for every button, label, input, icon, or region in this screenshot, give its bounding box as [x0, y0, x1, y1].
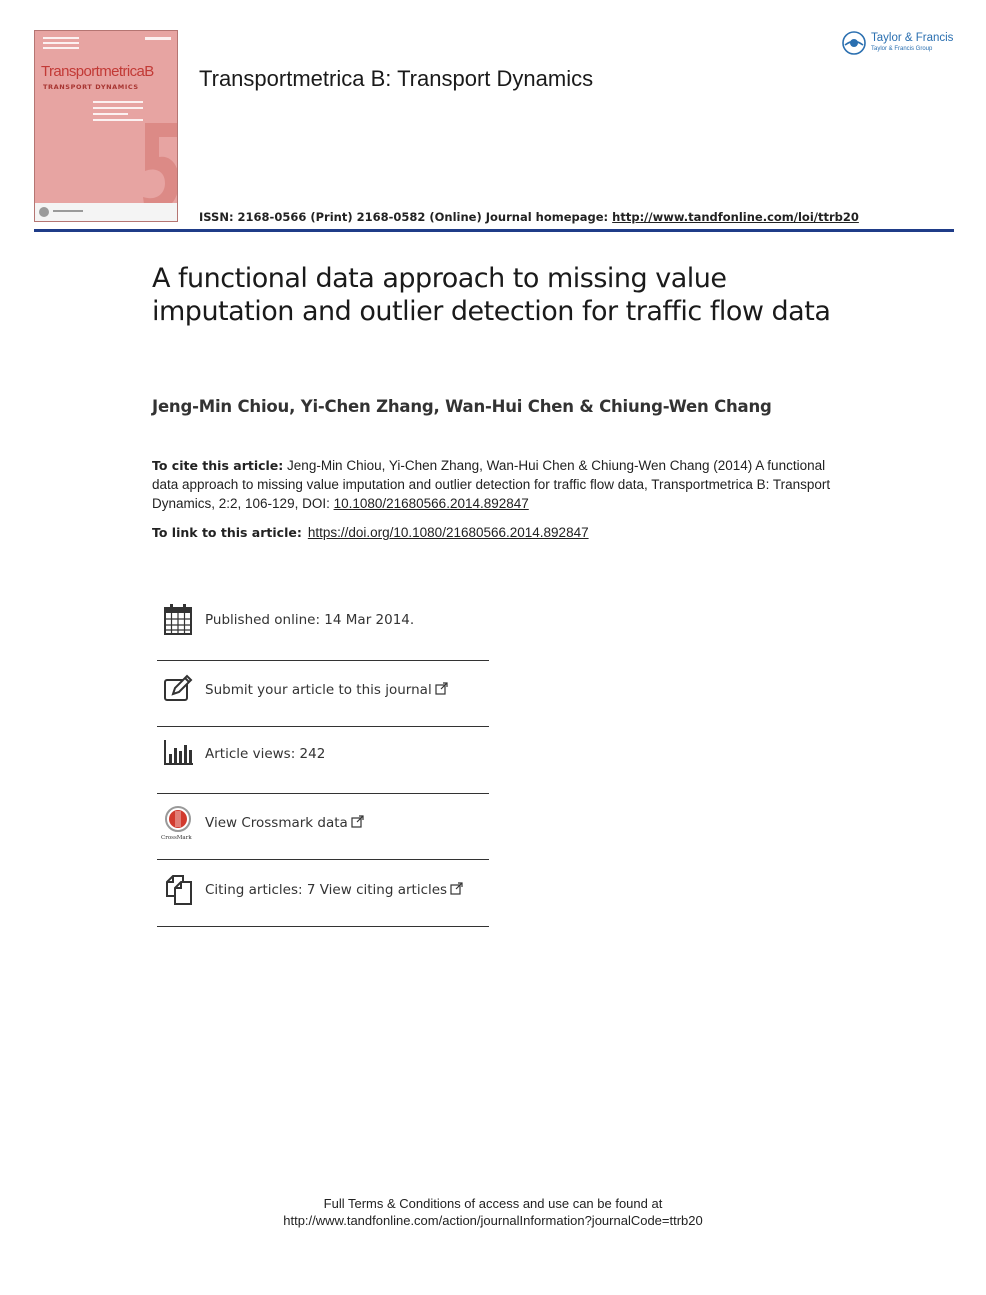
cover-footer [35, 203, 177, 222]
article-authors: Jeng-Min Chiou, Yi-Chen Zhang, Wan-Hui Chen & Chiung-Wen Chang [152, 397, 772, 416]
article-views: Article views: 242 [205, 746, 326, 762]
issn-line [199, 210, 859, 224]
citation [152, 456, 852, 513]
footer-terms-text: Full Terms & Conditions of access and use can be found at [323, 1196, 663, 1211]
issn-text: ISSN: 2168-0566 (Print) 2168-0582 (Online) Journal homepage: [199, 210, 613, 224]
edit-icon [163, 672, 193, 706]
publisher-logo-icon [39, 207, 49, 217]
submit-article-link[interactable]: Submit your article to this journal [205, 682, 448, 698]
cover-subtitle: TRANSPORT DYNAMICS [43, 83, 139, 91]
published-row [157, 594, 489, 660]
citation-doi-link[interactable]: 10.1080/21680566.2014.892847 [333, 496, 529, 511]
cover-decoration [43, 37, 79, 53]
crossmark-label: CrossMark [161, 835, 192, 841]
citation-label: To cite this article: [152, 458, 284, 473]
external-link-icon [351, 815, 364, 828]
publisher-name: Taylor & Francis [871, 32, 954, 44]
article-link-line [152, 525, 589, 540]
publisher-group: Taylor & Francis Group [871, 46, 933, 52]
journal-cover [34, 30, 178, 222]
info-divider [157, 793, 489, 794]
cover-decoration [53, 210, 83, 212]
info-divider [157, 660, 489, 661]
crossmark-row[interactable] [157, 797, 489, 863]
article-title: A functional data approach to missing value imputation and outlier detection for traffic flow data [152, 263, 831, 327]
journal-homepage-link[interactable]: http://www.tandfonline.com/loi/ttrb20 [612, 210, 859, 224]
article-doi-link[interactable]: https://doi.org/10.1080/21680566.2014.892847 [307, 525, 589, 540]
cover-decoration [93, 101, 143, 125]
citing-row[interactable] [157, 864, 489, 930]
cover-decoration [145, 37, 171, 40]
cover-graphic-mark [139, 123, 178, 215]
external-link-icon [435, 682, 448, 695]
citation-text: Jeng-Min Chiou, Yi-Chen Zhang, Wan-Hui Chen & Chiung-Wen Chang (2014) A functional data approach to missing value imputation and outlier detection for traffic flow data, Transportmetrica B: Transport Dynamics, 2:2, 106-129, DOI: [152, 458, 831, 511]
views-row [157, 728, 489, 794]
citing-articles-icon [163, 872, 193, 906]
external-link-icon [450, 882, 463, 895]
calendar-icon [163, 602, 193, 636]
footer [0, 1195, 986, 1229]
info-divider [157, 726, 489, 727]
citing-articles-link[interactable]: Citing articles: 7 View citing articles [205, 882, 463, 898]
crossmark-link[interactable]: View Crossmark data [205, 815, 364, 831]
crossmark-icon [163, 805, 193, 839]
bar-chart-icon [163, 736, 193, 770]
journal-title: Transportmetrica B: Transport Dynamics [199, 66, 594, 91]
info-divider [157, 926, 489, 927]
submit-row[interactable] [157, 664, 489, 730]
info-divider [157, 859, 489, 860]
published-date: Published online: 14 Mar 2014. [205, 612, 415, 628]
header-divider [34, 229, 954, 232]
footer-terms-link[interactable]: http://www.tandfonline.com/action/journalInformation?journalCode=ttrb20 [283, 1213, 703, 1228]
cover-title: TransportmetricaB [41, 63, 154, 80]
article-link-label: To link to this article: [152, 525, 302, 540]
